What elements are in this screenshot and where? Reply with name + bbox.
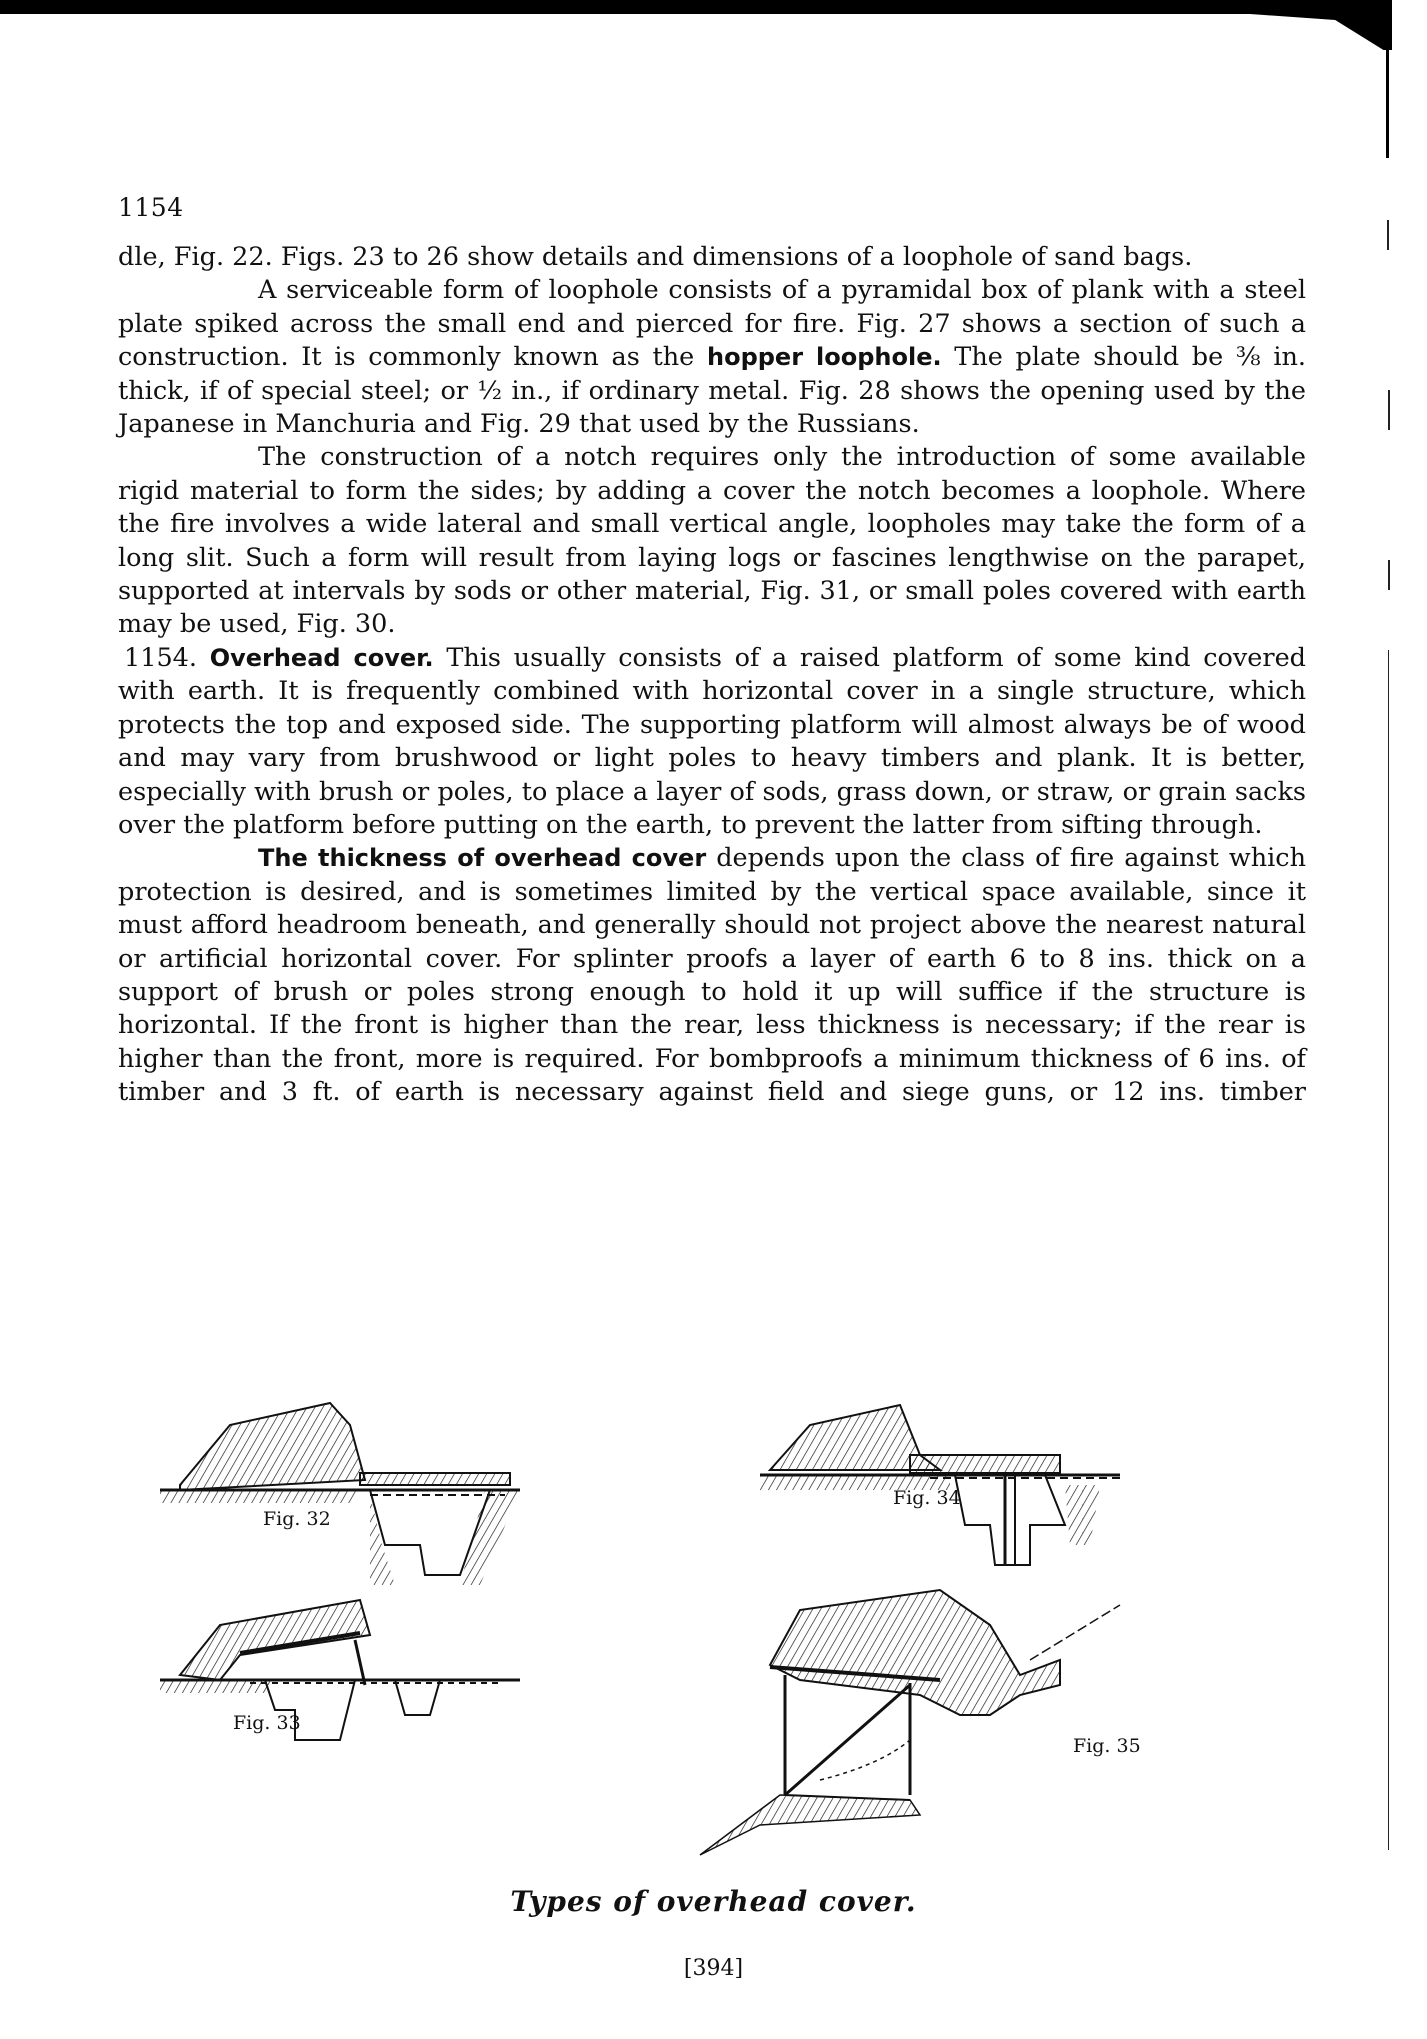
- fig-label-35: Fig. 35: [1073, 1735, 1141, 1757]
- scan-mark: [1388, 650, 1389, 1850]
- term-thickness: The thickness of overhead cover: [258, 844, 707, 873]
- fig-34-drawing: [760, 1405, 1120, 1565]
- section-heading: Overhead cover.: [209, 643, 434, 672]
- scan-mark: [1388, 390, 1390, 430]
- paragraph-continuation: dle, Fig. 22. Figs. 23 to 26 show details and dimensions of a loophole of sand bags.: [118, 242, 1193, 272]
- overhead-cover-illustrations: [160, 1395, 1310, 1865]
- paragraph-thickness: The thickness of overhead cover depends upon the class of fire against which protection is desired, and is sometimes limited by the vertical space available, since it must afford headroom beneath, and generally should not project above the nearest natural or artificial horizontal cover. For splinter proofs a layer of earth 6 to 8 ins. thick on a support of brush or poles strong enough to hold it up will suffice if the structure is horizontal. If the front is higher than the rear, less thickness is necessary; if the rear is higher than the front, more is required. For bombproofs a minimum thickness of 6 ins. of timber and 3 ft. of earth is necessary against field and siege guns, or 12 ins. timber: [118, 843, 1306, 1108]
- section-number: 1154.: [124, 642, 198, 673]
- fig-label-34: Fig. 34: [893, 1487, 961, 1509]
- page-number: 1154: [118, 193, 184, 222]
- figure-plate: [160, 1395, 1310, 1865]
- scan-right-edge: [1386, 48, 1389, 158]
- paragraph-notch: The construction of a notch requires only the introduction of some available rigid material to form the sides; by adding a cover the notch becomes a loophole. Where the fire involves a wide lateral and small vertical angle, loopholes may take the form of a long slit. Such a form will result from laying logs or fascines lengthwise on the parapet, supported at intervals by sods or other material, Fig. 31, or small poles covered with earth may be used, Fig. 30.: [118, 442, 1306, 640]
- fig-32-drawing: [160, 1403, 520, 1585]
- fig-35-drawing: [700, 1590, 1120, 1855]
- fig-33-drawing: [160, 1600, 520, 1740]
- scan-mark: [1387, 220, 1389, 250]
- paragraph-hopper-loophole: A serviceable form of loophole consists of a pyramidal box of plank with a steel plate spiked across the small end and pierced for fire. Fig. 27 shows a section of such a construction. It is commonly known as the hopper loophole. The plate should be ⅜ in. thick, if of special steel; or ½ in., if ordinary metal. Fig. 28 shows the opening used by the Japanese in Manchuria and Fig. 29 that used by the Russians.: [118, 275, 1306, 440]
- scan-top-border: [0, 0, 1390, 14]
- figure-caption: Types of overhead cover.: [510, 1885, 917, 1918]
- section-1154-overhead-cover: 1154. Overhead cover. This usually consists of a raised platform of some kind covered with earth. It is frequently combined with horizontal cover in a single structure, which protects the top and exposed side. The supporting platform will almost always be of wood and may vary from brushwood or light poles to heavy timbers and plank. It is better, especially with brush or poles, to place a layer of sods, grass down, or straw, or grain sacks over the platform before putting on the earth, to prevent the latter from sifting through.: [118, 642, 1306, 840]
- scan-mark: [1388, 560, 1390, 590]
- fig-label-32: Fig. 32: [263, 1508, 331, 1530]
- term-hopper-loophole: hopper loophole.: [707, 343, 942, 372]
- scan-top-border-curl: [1250, 0, 1392, 50]
- fig-label-33: Fig. 33: [233, 1712, 301, 1734]
- body-text: [118, 241, 1306, 1110]
- folio: [394]: [683, 1956, 744, 1981]
